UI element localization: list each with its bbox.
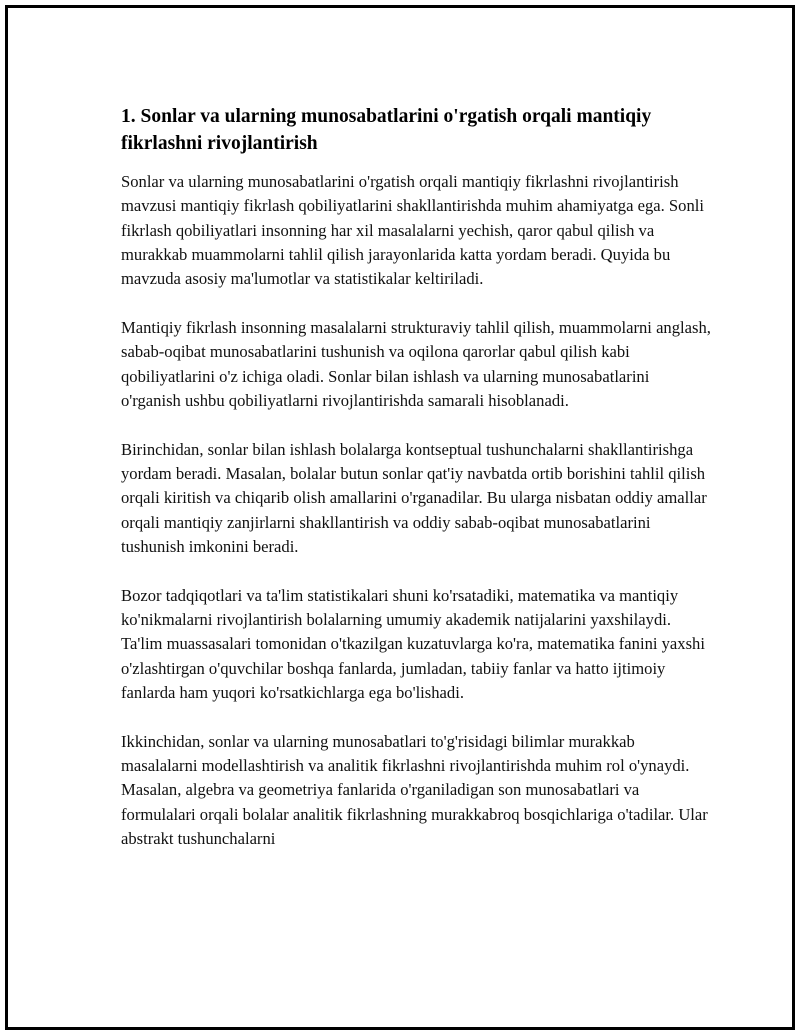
- paragraph-2: Mantiqiy fikrlash insonning masalalarni strukturaviy tahlil qilish, muammolarni anglash, sabab-oqibat munosabatlarini tushunish va oqilona qarorlar qabul qilish kabi qobiliyatlarini o'z ichiga oladi. Sonlar bilan ishlash va ularning munosabatlarini o'rganish ushbu qobiliyatlarni rivojlantirishda samarali hisoblanadi.: [121, 317, 711, 410]
- paragraph-1: Sonlar va ularning munosabatlarini o'rgatish orqali mantiqiy fikrlashni rivojlantirish mavzusi mantiqiy fikrlash qobiliyatlarini shakllantirishda muhim ahamiyatga ega. Sonli fikrlash qobiliyatlari insonning har xil masalalarni yechish, qaror qabul qilish va murakkab muammolarni tahlil qilish jarayonlarida katta yordam beradi. Quyida bu mavzuda asosiy ma'lumotlar va statistikalar keltiriladi.: [121, 172, 704, 289]
- paragraph-4: Bozor tadqiqotlari va ta'lim statistikalari shuni ko'rsatadiki, matematika va mantiqiy ko'nikmalarni rivojlantirish bolalarning umumiy akademik natijalarini yaxshilaydi. Ta'lim muassasalari tomonidan o'tkazilgan kuzatuvlarga ko'ra, matematika fanini yaxshi o'zlashtirgan o'quvchilar boshqa fanlarda, jumladan, tabiiy fanlar va hatto ijtimoiy fanlarda ham yuqori ko'rsatkichlarga ega bo'lishadi.: [121, 585, 705, 702]
- page-frame: [5, 5, 795, 1030]
- paragraph-5: Ikkinchidan, sonlar va ularning munosabatlari to'g'risidagi bilimlar murakkab masalalarni modellashtirish va analitik fikrlashni rivojlantirishda muhim rol o'ynaydi. Masalan, algebra va geometriya fanlarida o'rganiladigan son munosabatlari va formulalari orqali bolalar analitik fikrlashning murakkabroq bosqichlariga o'tadilar. Ular abstrakt tushunchalarni: [121, 731, 708, 848]
- paragraph-3: Birinchidan, sonlar bilan ishlash bolalarga kontseptual tushunchalarni shakllantirishga yordam beradi. Masalan, bolalar butun sonlar qat'iy navbatda ortib borishini tahlil qilish orqali kiritish va chiqarib olish amallarini o'rganadilar. Bu ularga nisbatan oddiy amallar orqali mantiqiy zanjirlarni shakllantirish va oddiy sabab-oqibat munosabatlarini tushunish imkonini beradi.: [121, 439, 707, 556]
- document-title: 1. Sonlar va ularning munosabatlarini o'rgatish orqali mantiqiy fikrlashni rivojlantirish: [121, 106, 652, 154]
- document-body: [121, 103, 711, 876]
